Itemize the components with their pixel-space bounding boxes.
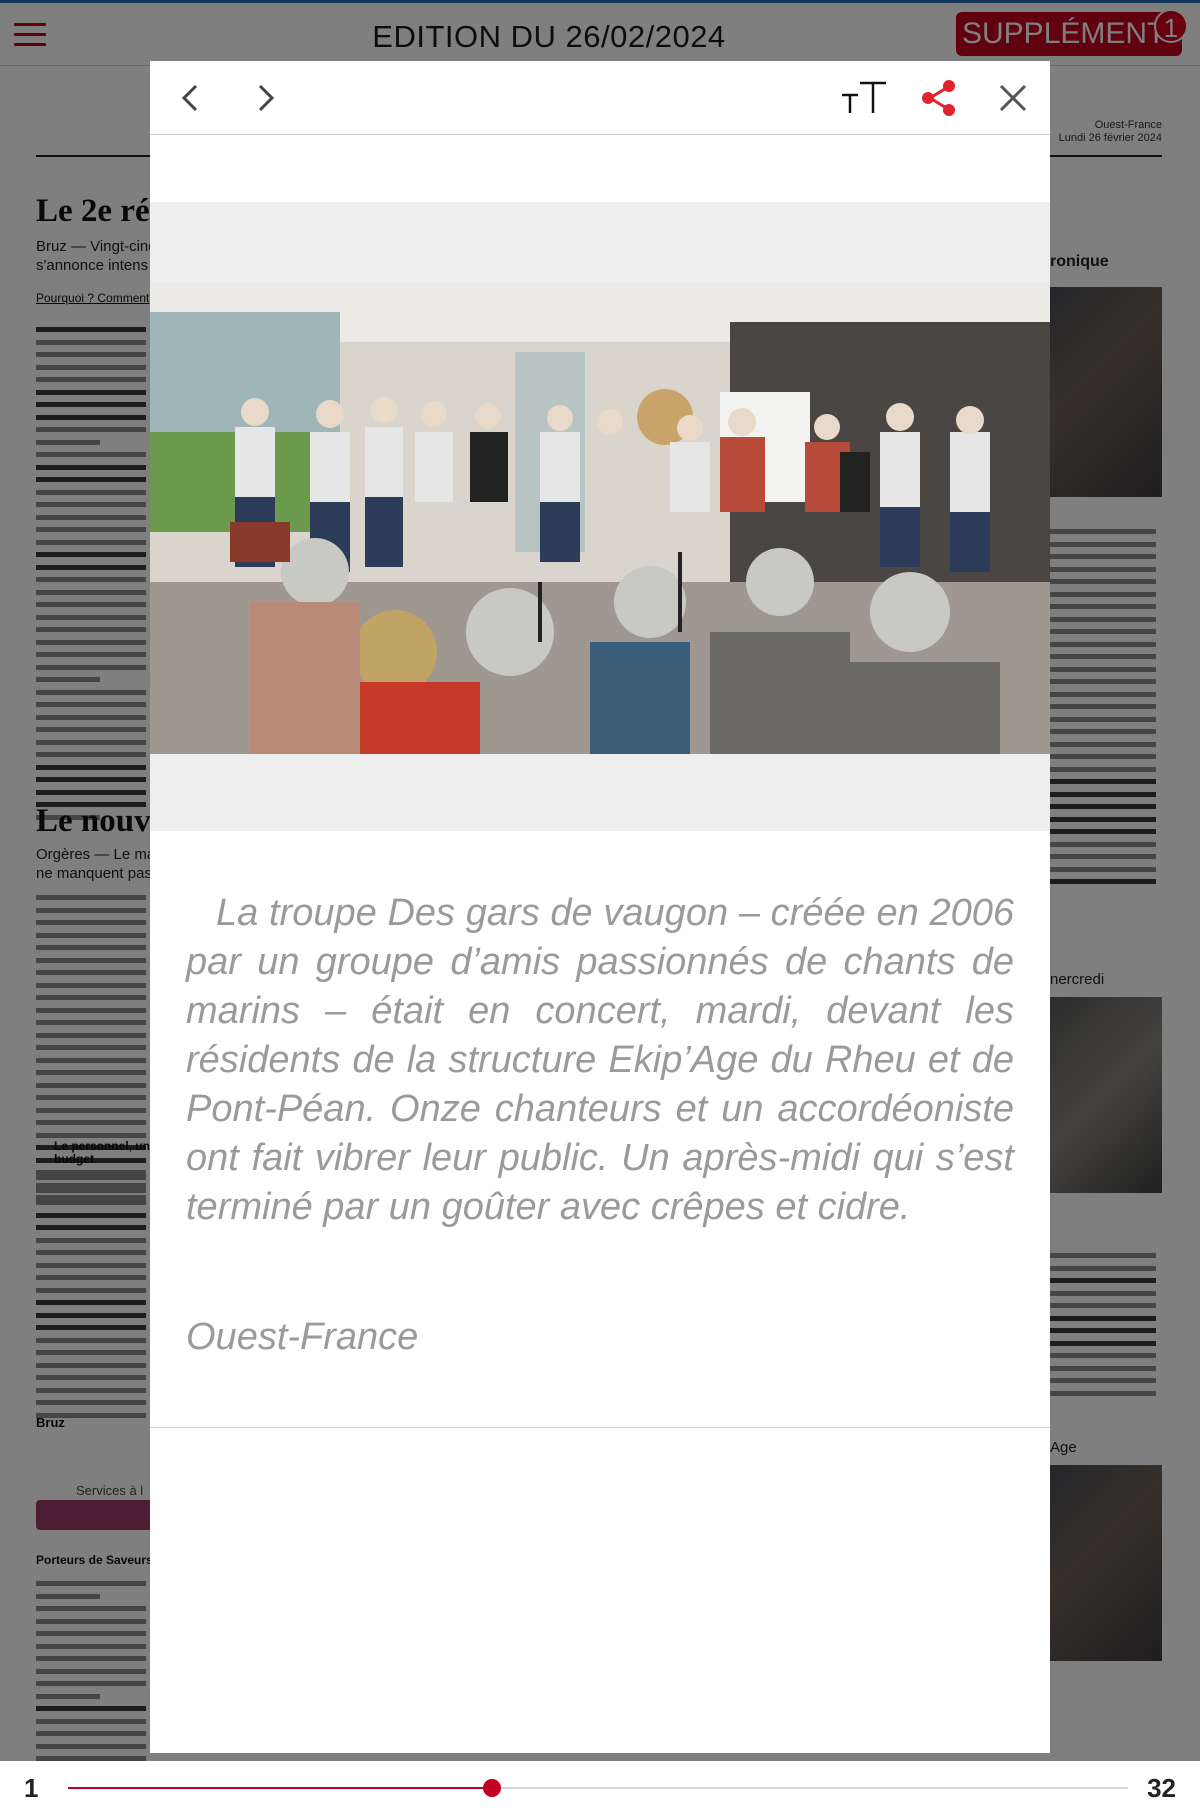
close-icon[interactable] xyxy=(990,75,1036,121)
modal-divider xyxy=(150,1427,1050,1428)
last-page-number: 32 xyxy=(1147,1773,1176,1803)
chevron-left-icon[interactable] xyxy=(168,75,214,121)
page-slider-fill xyxy=(68,1787,492,1789)
chevron-right-icon[interactable] xyxy=(242,75,288,121)
photo-credit: Ouest-France xyxy=(186,1316,419,1358)
photo-caption: La troupe Des gars de vaugon – créée en 2006 par un groupe d’amis passionnés de chants de marins – était en concert, mardi, devant les résidents de la structure Ekip’Age du Rheu et de Pont-Péan. Onze chanteurs et un accordéoniste ont fait vibrer leur public. Un après-midi qui s’est terminé par un goûter avec crêpes et cidre. xyxy=(186,892,1014,1228)
first-page-number: 1 xyxy=(24,1773,39,1803)
text-size-icon[interactable] xyxy=(838,75,890,121)
page-slider-track[interactable] xyxy=(68,1787,1128,1789)
page-slider-thumb[interactable] xyxy=(483,1779,501,1797)
photo-frame xyxy=(150,202,1050,831)
article-photo[interactable] xyxy=(150,282,1050,754)
modal-toolbar xyxy=(150,61,1050,135)
share-icon[interactable] xyxy=(916,75,962,121)
page-slider-bar xyxy=(0,1761,1200,1813)
article-modal xyxy=(150,61,1050,1753)
